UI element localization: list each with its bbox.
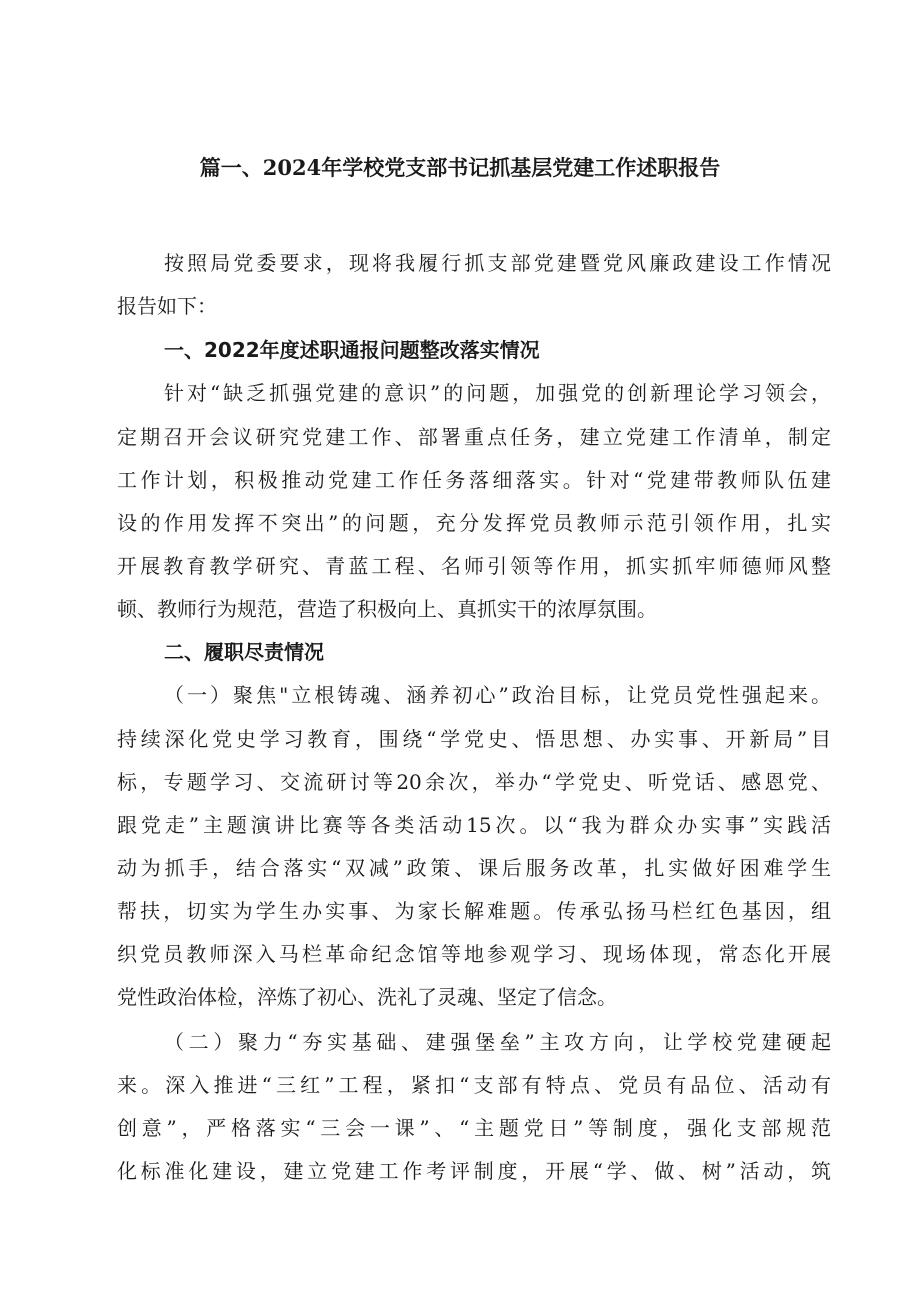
section-1-line-5: 开展教育教学研究、青蓝工程、名师引领等作用，抓实抓牢师德师风整 — [117, 554, 831, 578]
intro-line-1: 按照局党委要求，现将我履行抓支部党建暨党风廉政建设工作情况 — [164, 251, 831, 275]
section-1-line-4: 设的作用发挥不突出”的问题，充分发挥党员教师示范引领作用，扎实 — [117, 511, 831, 535]
section-2-p1-line-8: 党性政治体检，淬炼了初心、洗礼了灵魂、坚定了信念。 — [117, 985, 617, 1009]
section-2-p2-line-4: 化标准化建设，建立党建工作考评制度，开展“学、做、树”活动，筑 — [117, 1159, 831, 1183]
section-2-p2-line-1: （二）聚力“夯实基础、建强堡垒”主攻方向，让学校党建硬起 — [164, 1030, 831, 1054]
section-2-p1-line-5: 动为抓手，结合落实“双减”政策、课后服务改革，扎实做好困难学生 — [117, 856, 831, 880]
section-2-p2-line-2: 来。深入推进“三红”工程，紧扣“支部有特点、党员有品位、活动有 — [117, 1073, 831, 1097]
document-title: 篇一、2024年学校党支部书记抓基层党建工作述职报告 — [199, 155, 721, 180]
section-2-p1-line-4: 跟党走”主题演讲比赛等各类活动15次。以“我为群众办实事”实践活 — [117, 813, 831, 837]
section-1-line-6: 顿、教师行为规范，营造了积极向上、真抓实干的浓厚氛围。 — [117, 597, 657, 621]
section-2-p1-line-6: 帮扶，切实为学生办实事、为家长解难题。传承弘扬马栏红色基因，组 — [117, 899, 831, 923]
section-1-line-3: 工作计划，积极推动党建工作任务落细落实。针对“党建带教师队伍建 — [117, 468, 831, 492]
section-1-heading: 一、2022年度述职通报问题整改落实情况 — [164, 338, 540, 362]
intro-line-2: 报告如下： — [117, 294, 217, 318]
section-2-p1-line-1: （一）聚焦"立根铸魂、涵养初心”政治目标，让党员党性强起来。 — [164, 683, 831, 707]
section-2-p2-line-3: 创意”，严格落实“三会一课”、“主题党日”等制度，强化支部规范 — [117, 1116, 831, 1140]
section-2-p1-line-2: 持续深化党史学习教育，围绕“学党史、悟思想、办实事、开新局”目 — [117, 727, 831, 751]
section-2-p1-line-7: 织党员教师深入马栏革命纪念馆等地参观学习、现场体现，常态化开展 — [117, 942, 831, 966]
section-2-p1-line-3: 标，专题学习、交流研讨等20余次，举办“学党史、听党话、感恩党、 — [117, 770, 831, 794]
section-1-line-1: 针对“缺乏抓强党建的意识”的问题，加强党的创新理论学习领会， — [164, 381, 831, 405]
section-1-line-2: 定期召开会议研究党建工作、部署重点任务，建立党建工作清单，制定 — [117, 425, 831, 449]
section-2-heading: 二、履职尽责情况 — [164, 640, 324, 664]
